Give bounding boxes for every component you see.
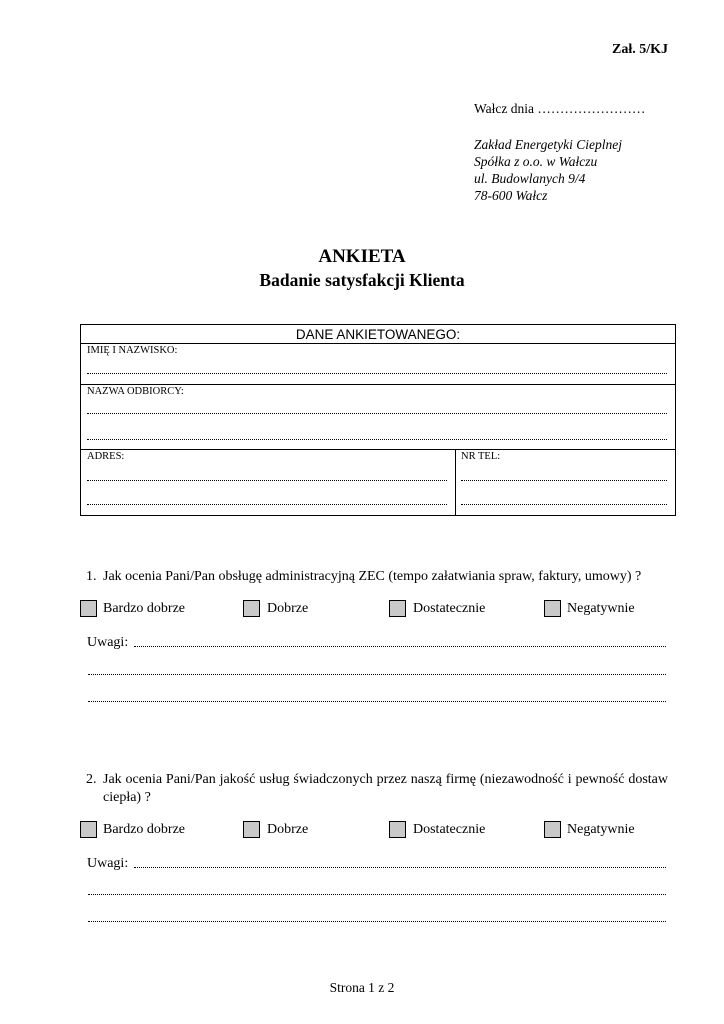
phone-label: NR TEL:: [461, 451, 501, 462]
option-label: Bardzo dobrze: [103, 601, 186, 616]
address-field[interactable]: [87, 504, 447, 505]
address-line: ul. Budowlanych 9/4: [474, 171, 586, 186]
recipient-field[interactable]: [87, 413, 667, 414]
address-line: 78-600 Wałcz: [474, 188, 548, 203]
table-divider: [81, 343, 675, 344]
option-checkbox[interactable]: [544, 600, 561, 617]
notes-label: Uwagi:: [87, 635, 129, 650]
option-checkbox[interactable]: [80, 821, 97, 838]
attachment-label: Zał. 5/KJ: [611, 42, 668, 57]
address-line: Spółka z o.o. w Wałczu: [474, 154, 598, 169]
recipient-label: NAZWA ODBIORCY:: [87, 386, 184, 397]
question-number: 1.: [86, 569, 97, 584]
respondent-heading: DANE ANKIETOWANEGO:: [295, 327, 461, 342]
option-label: Negatywnie: [567, 601, 635, 616]
date-line: Wałcz dnia ……………………: [474, 101, 646, 116]
question-2: [86, 771, 686, 811]
address-label: ADRES:: [87, 451, 125, 462]
page-number: Strona 1 z 2: [329, 980, 395, 995]
respondent-table: [80, 324, 676, 516]
option-label: Bardzo dobrze: [103, 822, 186, 837]
notes-field[interactable]: [134, 646, 666, 647]
option-label: Dostatecznie: [413, 822, 486, 837]
table-divider: [81, 449, 675, 450]
address-field[interactable]: [87, 480, 447, 481]
document-title: ANKIETA: [318, 246, 406, 267]
option-label: Dostatecznie: [413, 601, 486, 616]
option-checkbox[interactable]: [243, 600, 260, 617]
option-label: Negatywnie: [567, 822, 635, 837]
question-text: Jak ocenia Pani/Pan obsługę administracyjną ZEC (tempo załatwiania spraw, faktury, umowy) ?: [103, 569, 642, 584]
option-checkbox[interactable]: [544, 821, 561, 838]
phone-field[interactable]: [461, 504, 667, 505]
document-subtitle: Badanie satysfakcji Klienta: [259, 270, 465, 290]
question-number: 2.: [86, 772, 97, 787]
phone-field[interactable]: [461, 480, 667, 481]
option-checkbox[interactable]: [389, 600, 406, 617]
notes-field[interactable]: [88, 894, 666, 895]
question-1: [86, 568, 686, 588]
option-checkbox[interactable]: [243, 821, 260, 838]
table-divider: [81, 384, 675, 385]
recipient-field[interactable]: [87, 439, 667, 440]
notes-field[interactable]: [88, 701, 666, 702]
table-divider: [455, 450, 456, 515]
notes-field[interactable]: [88, 674, 666, 675]
name-label: IMIĘ I NAZWISKO:: [87, 345, 178, 356]
name-field[interactable]: [87, 373, 667, 374]
address-line: Zakład Energetyki Cieplnej: [474, 137, 622, 152]
question-text: Jak ocenia Pani/Pan jakość usług świadczonych przez naszą firmę (niezawodność i pewność dostaw ciepła) ?: [103, 772, 668, 805]
option-checkbox[interactable]: [80, 600, 97, 617]
notes-field[interactable]: [88, 921, 666, 922]
option-checkbox[interactable]: [389, 821, 406, 838]
notes-field[interactable]: [134, 867, 666, 868]
option-label: Dobrze: [267, 822, 309, 837]
notes-label: Uwagi:: [87, 856, 129, 871]
company-address: [474, 136, 622, 204]
option-label: Dobrze: [267, 601, 309, 616]
